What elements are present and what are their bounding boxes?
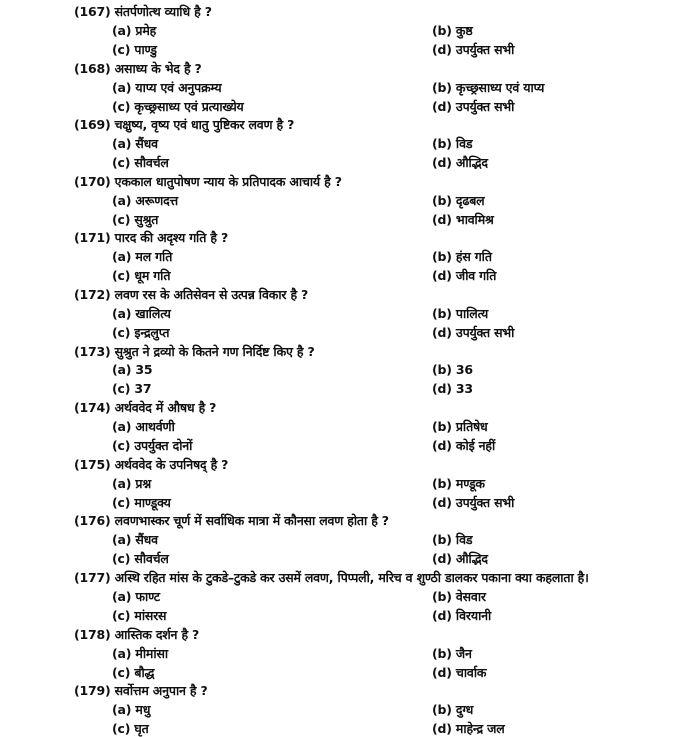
option-a: (a) 35 — [112, 361, 153, 377]
option-b: (b) 36 — [432, 361, 473, 377]
option-d: (d) भावमिश्र — [432, 211, 494, 227]
option-c: (c) सौवर्चल — [112, 551, 169, 567]
option-a: (a) मल गति — [112, 249, 173, 265]
option-a: (a) अरूणदत्त — [112, 192, 178, 208]
option-a: (a) सैंधव — [112, 532, 158, 548]
option-d: (d) कोई नहीं — [432, 438, 496, 454]
option-c: (c) 37 — [112, 380, 152, 396]
option-b: (b) मण्डूक — [432, 475, 485, 491]
option-c: (c) पाण्डु — [112, 42, 157, 57]
option-c: (c) इन्द्रलुप्त — [112, 325, 170, 340]
option-c: (c) सुश्रुत — [112, 211, 159, 227]
option-a: (a) आथर्वणी — [112, 419, 175, 435]
option-b: (b) कुष्ठ — [432, 23, 473, 38]
question-text: (169) चक्षुष्य, वृष्य एवं धातु पुष्टिकर लवण है ? — [74, 117, 295, 133]
option-b: (b) प्रतिषेध — [432, 419, 488, 435]
question-text: (170) एककाल धातुपोषण न्याय के प्रतिपादक आचार्य है ? — [74, 173, 342, 189]
question-text: (173) सुश्रुत ने द्रव्यो के कितने गण निर्दिष्ट किए है ? — [74, 343, 315, 359]
option-b: (b) वेसवार — [432, 589, 486, 604]
option-d: (d) औद्भिद — [432, 155, 488, 171]
question-text: (167) संतर्पणोत्थ व्याधि है ? — [74, 4, 212, 19]
option-c: (c) कृच्छ्रसाध्य एवं प्रत्याख्येय — [112, 98, 244, 114]
option-a: (a) मीमांसा — [112, 645, 168, 661]
option-a: (a) खालित्य — [112, 306, 171, 321]
option-c: (c) बौद्ध — [112, 664, 155, 680]
question-text: (177) अस्थि रहित मांस के टुकडे–टुकडे कर उसमें लवण, पिप्पली, मरिच व शुण्ठी डालकर पकाना क्या कहलाता है। — [74, 570, 589, 585]
option-d: (d) औद्भिद — [432, 551, 488, 567]
option-d: (d) चार्वाक — [432, 664, 487, 680]
option-b: (b) हंस गति — [432, 249, 492, 265]
option-c: (c) माण्डूक्य — [112, 494, 171, 510]
question-text: (171) पारद की अदृश्य गति है ? — [74, 230, 228, 246]
option-b: (b) कृच्छ्रसाध्य एवं याप्य — [432, 79, 545, 95]
option-b: (b) विड — [432, 136, 473, 152]
question-text: (178) आस्तिक दर्शन है ? — [74, 626, 200, 642]
option-c: (c) उपर्युक्त दोनों — [112, 438, 193, 454]
option-d: (d) उपर्युक्त सभी — [432, 98, 515, 114]
option-a: (a) प्रमेह — [112, 23, 157, 38]
option-c: (c) घृत — [112, 721, 149, 737]
option-b: (b) दुग्ध — [432, 702, 474, 718]
option-a: (a) याप्य एवं अनुपक्रम्य — [112, 79, 222, 95]
option-a: (a) फाण्ट — [112, 589, 160, 604]
option-b: (b) विड — [432, 532, 473, 548]
option-c: (c) धूम गति — [112, 268, 171, 284]
option-a: (a) मधु — [112, 702, 151, 718]
question-text: (176) लवणभास्कर चूर्ण में सर्वाधिक मात्रा में कौनसा लवण होता है ? — [74, 513, 389, 529]
option-a: (a) प्रश्न — [112, 475, 151, 491]
option-b: (b) जैन — [432, 645, 472, 661]
option-d: (d) उपर्युक्त सभी — [432, 42, 515, 57]
question-text: (175) अर्थववेद के उपनिषद् है ? — [74, 456, 229, 472]
option-c: (c) मांसरस — [112, 608, 167, 623]
question-text: (168) असाध्य के भेद है ? — [74, 60, 202, 76]
option-b: (b) दृढबल — [432, 192, 485, 208]
option-b: (b) पालित्य — [432, 306, 489, 321]
question-text: (172) लवण रस के अतिसेवन से उत्पन्न विकार है ? — [74, 287, 309, 302]
option-c: (c) सौवर्चल — [112, 155, 169, 171]
option-d: (d) उपर्युक्त सभी — [432, 325, 515, 340]
option-a: (a) सैंधव — [112, 136, 158, 152]
option-d: (d) जीव गति — [432, 268, 497, 284]
option-d: (d) विरयानी — [432, 608, 492, 623]
option-d: (d) माहेन्द्र जल — [432, 721, 505, 737]
question-text: (174) अर्थववेद में औषध है ? — [74, 400, 217, 416]
option-d: (d) 33 — [432, 380, 473, 396]
option-d: (d) उपर्युक्त सभी — [432, 494, 515, 510]
question-text: (179) सर्वोत्तम अनुपान है ? — [74, 683, 208, 699]
